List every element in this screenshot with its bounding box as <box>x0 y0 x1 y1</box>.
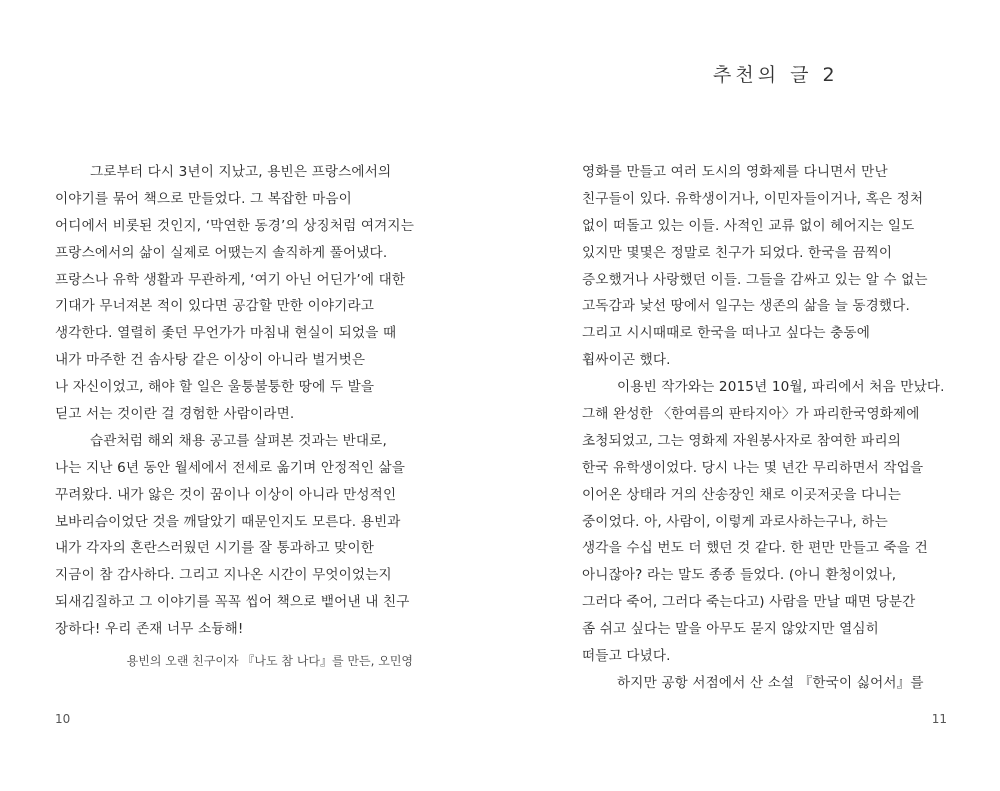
text-line: 하지만 공항 서점에서 산 소설 『한국이 싫어서』를 <box>617 674 924 691</box>
text-line: 초청되었고, 그는 영화제 자원봉사자로 참여한 파리의 <box>582 432 902 449</box>
text-line: 나 자신이었고, 해야 할 일은 울퉁불퉁한 땅에 두 발을 <box>55 379 375 396</box>
attribution: 용빈의 오랜 친구이자 『나도 참 나다』를 만든, 오민영 <box>126 654 413 668</box>
text-line: 고독감과 낯선 땅에서 일구는 생존의 삶을 늘 동경했다. <box>582 298 910 315</box>
text-line: 지금이 참 감사하다. 그리고 지나온 시간이 무엇이었는지 <box>55 567 392 584</box>
text-line: 꾸려왔다. 내가 앓은 것이 꿈이나 이상이 아니라 만성적인 <box>55 486 397 503</box>
text-line: 장하다! 우리 존재 너무 소듕해! <box>55 621 244 638</box>
text-line: 그러다 죽어, 그러다 죽는다고) 사람을 만날 때면 당분간 <box>582 594 916 611</box>
page-number-left: 10 <box>55 712 71 726</box>
chapter-title: 추천의 글 2 <box>713 64 839 86</box>
left-page-body <box>55 162 470 646</box>
text-line: 내가 마주한 건 솜사탕 같은 이상이 아니라 벌거벗은 <box>55 352 366 369</box>
text-line: 이어온 상태라 거의 산송장인 채로 이곳저곳을 다니는 <box>582 486 902 503</box>
text-line: 되새김질하고 그 이야기를 꼭꼭 씹어 책으로 뱉어낸 내 친구 <box>55 594 410 611</box>
text-line: 한국 유학생이었다. 당시 나는 몇 년간 무리하면서 작업을 <box>582 459 924 476</box>
page-number-right: 11 <box>931 712 947 726</box>
text-line: 없이 떠돌고 있는 이들. 사적인 교류 없이 헤어지는 일도 <box>582 217 915 234</box>
right-page-body <box>582 162 987 700</box>
text-line: 그로부터 다시 3년이 지났고, 용빈은 프랑스에서의 <box>90 164 392 180</box>
text-line: 생각한다. 열렬히 좇던 무언가가 마침내 현실이 되었을 때 <box>55 325 397 342</box>
text-line: 그해 완성한 〈한여름의 판타지아〉가 파리한국영화제에 <box>582 406 920 423</box>
text-line: 있지만 몇몇은 정말로 친구가 되었다. 한국을 끔찍이 <box>582 244 893 261</box>
right-page <box>500 0 1000 791</box>
text-line: 이용빈 작가와는 2015년 10월, 파리에서 처음 만났다. <box>617 379 945 396</box>
text-line: 이야기를 묶어 책으로 만들었다. 그 복잡한 마음이 <box>55 190 352 207</box>
text-line: 그리고 시시때때로 한국을 떠나고 싶다는 충동에 <box>582 325 870 342</box>
text-line: 친구들이 있다. 유학생이거나, 이민자들이거나, 혹은 정처 <box>582 190 924 207</box>
text-line: 중이었다. 아, 사람이, 이렇게 과로사하는구나, 하는 <box>582 513 888 530</box>
text-line: 프랑스나 유학 생활과 무관하게, ‘여기 아닌 어딘가’에 대한 <box>55 271 406 288</box>
text-line: 좀 쉬고 싶다는 말을 아무도 묻지 않았지만 열심히 <box>582 621 879 638</box>
text-line: 영화를 만들고 여러 도시의 영화제를 다니면서 만난 <box>582 164 888 180</box>
text-line: 생각을 수십 번도 더 했던 것 같다. 한 편만 만들고 죽을 건 <box>582 540 928 557</box>
text-line: 아니잖아? 라는 말도 종종 들었다. (아니 환청이었나, <box>582 567 897 584</box>
text-line: 어디에서 비롯된 것인지, ‘막연한 동경’의 상징처럼 여겨지는 <box>55 217 414 234</box>
text-line: 증오했거나 사랑했던 이들. 그들을 감싸고 있는 알 수 없는 <box>582 271 928 288</box>
text-line: 보바리슴이었단 것을 깨달았기 때문인지도 모른다. 용빈과 <box>55 513 401 530</box>
text-line: 기대가 무너져본 적이 있다면 공감할 만한 이야기라고 <box>55 298 375 315</box>
text-line: 습관처럼 해외 채용 공고를 살펴본 것과는 반대로, <box>90 432 387 449</box>
text-line: 딛고 서는 것이란 걸 경험한 사람이라면. <box>55 406 295 423</box>
text-line: 휩싸이곤 했다. <box>582 352 671 369</box>
text-line: 떠들고 다녔다. <box>582 648 671 665</box>
text-line: 내가 각자의 혼란스러웠던 시기를 잘 통과하고 맞이한 <box>55 540 375 557</box>
text-line: 나는 지난 6년 동안 월세에서 전세로 옮기며 안정적인 삶을 <box>55 459 406 476</box>
text-line: 프랑스에서의 삶이 실제로 어땠는지 솔직하게 풀어냈다. <box>55 244 388 261</box>
